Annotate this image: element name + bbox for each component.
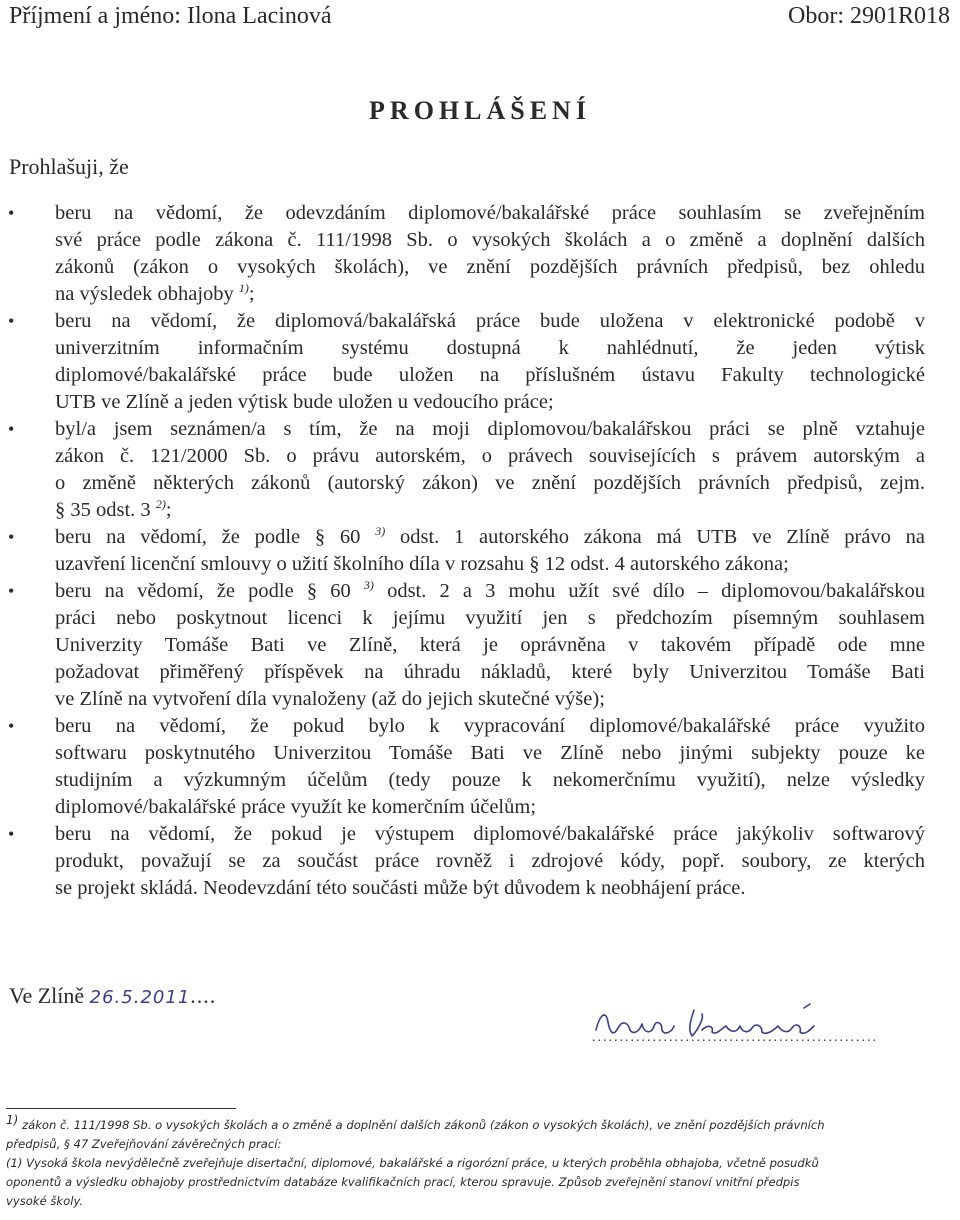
footnote-mark: 3) [375,524,386,539]
item-line: se projekt skládá. Neodevzdání této součásti může být důvodem k neobhájení práce. [55,877,746,899]
item-line: práci nebo poskytnout licenci k jejímu využití jen s předchozím písemným souhlasem [55,607,925,629]
bullet-icon: • [8,419,15,439]
declaration-item-source-code [0,821,960,902]
item-line: diplomové/bakalářské práce bude uložen na příslušném ústavu Fakulty technologické [55,364,925,386]
item-line-text: § 35 odst. 3 [55,499,151,521]
item-line: UTB ve Zlíně a jeden výtisk bude uložen u vedoucího práce; [55,391,554,413]
declaration-item-license-right [0,524,960,578]
bullet-icon: • [8,203,15,223]
item-line: beru na vědomí, že diplomová/bakalářská práce bude uložena v elektronické podobě v [55,310,925,332]
signature-dotted-line: .................................................... [592,1030,878,1045]
item-line: ve Zlíně na vytvoření díla vynaloženy (až do jejich skutečné výše); [55,688,605,710]
bullet-icon: • [8,581,15,601]
item-line [55,578,925,605]
footnote-line: vysoké školy. [6,1194,84,1208]
declaration-item-own-use [0,578,960,713]
footnote-text: zákon č. 111/1998 Sb. o vysokých školách a o změně a doplnění dalších zákonů (zákon o vysokých školách), ve znění pozdějších právních [22,1118,825,1132]
item-line [55,497,925,524]
bullet-icon: • [8,824,15,844]
item-line [55,281,925,308]
item-line: diplomové/bakalářské práce využít ke komerčním účelům; [55,796,537,818]
item-line-text: beru na vědomí, že podle § 60 [55,526,361,548]
item-line [55,524,925,551]
item-line-text: odst. 1 autorského zákona má UTB ve Zlíně právo na [399,526,926,548]
item-line: byl/a jsem seznámen/a s tím, že na moji diplomovou/bakalářskou práci se plně vztahuje [55,418,925,440]
item-line: univerzitním informačním systému dostupná k nahlédnutí, že jeden výtisk [55,337,925,359]
declaration-item-publication [0,200,960,308]
bullet-icon: • [8,311,15,331]
footnote-separator [6,1108,236,1109]
place-label: Ve Zlíně [9,983,85,1008]
date-dotted-line: .... [190,983,217,1008]
declaration-item-copyright-law [0,416,960,524]
place-and-date [9,983,216,1009]
item-line: zákonů (zákon o vysokých školách), ve znění pozdějších právních předpisů, bez ohledu [55,256,925,278]
item-line-tail: ; [248,283,255,305]
item-line: beru na vědomí, že odevzdáním diplomové/bakalářské práce souhlasím se zveřejněním [55,202,925,224]
item-line: beru na vědomí, že pokud je výstupem diplomové/bakalářské práce jakýkoliv softwarový [55,823,925,845]
footnote-mark: 2) [155,497,166,512]
handwritten-date: 26.5.2011 [89,987,191,1008]
footnote-line: předpisů, § 47 Zveřejňování závěrečných prací: [6,1137,282,1151]
footnote-line: (1) Vysoká škola nevýdělečně zveřejňuje disertační, diplomové, bakalářské a rigorózní práce, u kterých proběhla obhajoba, včetně posudků [6,1156,819,1170]
bullet-icon: • [8,527,15,547]
item-line: beru na vědomí, že pokud bylo k vypracování diplomové/bakalářské práce využito [55,715,925,737]
declaration-list [0,200,960,902]
intro-text: Prohlašuji, že [9,154,129,179]
footnotes [6,1113,946,1211]
item-line-text: na výsledek obhajoby [55,283,234,305]
declaration-item-software [0,713,960,821]
item-line: produkt, považují se za součást práce rovněž i zdrojové kódy, popř. soubory, ze kterých [55,850,925,872]
item-line: o změně některých zákonů (autorský zákon) ve znění pozdějších právních předpisů, zejm. [55,472,925,494]
item-line: požadovat přiměřený příspěvek na úhradu nákladů, které byly Univerzitou Tomáše Bati [55,661,925,683]
bullet-icon: • [8,716,15,736]
footnote-mark: 1) [6,1113,19,1128]
footnote-line [6,1113,946,1135]
item-line: své práce podle zákona č. 111/1998 Sb. o vysokých školách a o změně a doplnění dalších [55,229,925,251]
study-field-code: Obor: 2901R018 [788,3,950,29]
student-name: Příjmení a jméno: Ilona Lacinová [9,3,332,29]
declaration-item-storage [0,308,960,416]
footnote-line: oponentů a výsledku obhajoby prostřednictvím databáze kvalifikačních prací, kterou spravuje. Způsob zveřejnění stanoví vnitřní předpis [6,1175,800,1189]
item-line-tail: ; [165,499,172,521]
footnote-mark: 1) [238,281,249,296]
item-line: Univerzity Tomáše Bati ve Zlíně, která je oprávněna v takovém případě ode mne [55,634,925,656]
item-line: softwaru poskytnutého Univerzitou Tomáše Bati ve Zlíně nebo jinými subjekty pouze ke [55,742,925,764]
footnote-mark: 3) [363,578,374,593]
page-title: PROHLÁŠENÍ [369,96,591,125]
item-line: uzavření licenční smlouvy o užití školního díla v rozsahu § 12 odst. 4 autorského zákona; [55,553,789,575]
item-line: studijním a výzkumným účelům (tedy pouze k nekomerčnímu využití), nelze výsledky [55,769,925,791]
item-line-text: odst. 2 a 3 mohu užít své dílo – diplomovou/bakalářskou [387,580,926,602]
item-line-text: beru na vědomí, že podle § 60 [55,580,351,602]
item-line: zákon č. 121/2000 Sb. o právu autorském, o právech souvisejících s právem autorským a [55,445,925,467]
